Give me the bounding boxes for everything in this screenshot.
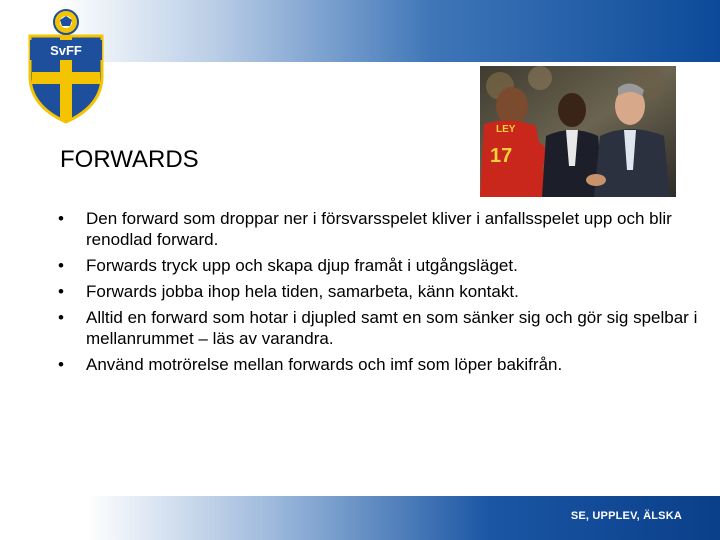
bullet-item: • Den forward som droppar ner i försvarsspelet kliver i anfallsspelet upp och blir renodlad forward. xyxy=(58,208,698,250)
players-photo xyxy=(480,66,676,197)
slide-title: FORWARDS xyxy=(60,146,199,173)
jersey-number: 17 xyxy=(490,145,513,167)
bullet-item: • Forwards jobba ihop hela tiden, samarbeta, känn kontakt. xyxy=(58,281,698,302)
svff-crest-logo xyxy=(24,6,108,124)
footer-slogan: SE, UPPLEV, ÄLSKA xyxy=(570,510,682,522)
jersey-name: LEY xyxy=(496,124,516,135)
bullet-item: • Använd motrörelse mellan forwards och imf som löper bakifrån. xyxy=(58,354,698,375)
crest-text: SvFF xyxy=(50,43,82,58)
bullet-item: • Forwards tryck upp och skapa djup framåt i utgångsläget. xyxy=(58,255,698,276)
bullet-list xyxy=(58,208,698,380)
header-band xyxy=(0,0,720,62)
bullet-item: • Alltid en forward som hotar i djupled samt en som sänker sig och gör sig spelbar i mellanrummet – läs av varandra. xyxy=(58,307,698,349)
